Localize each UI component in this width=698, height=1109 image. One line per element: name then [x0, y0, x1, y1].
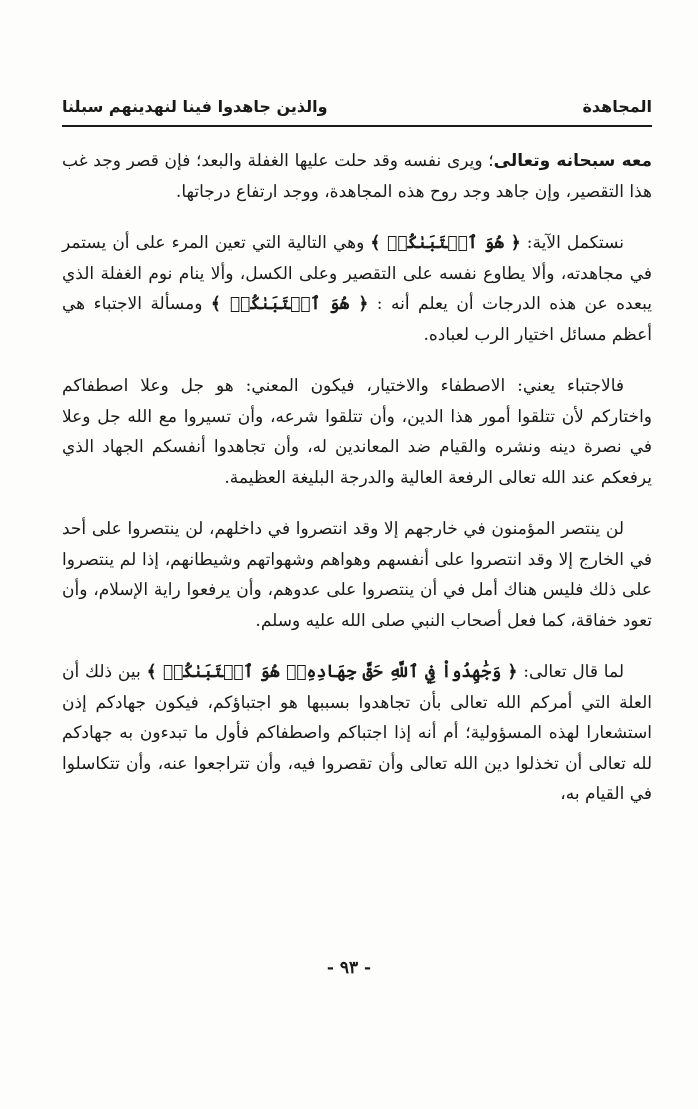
running-header — [62, 88, 652, 116]
page-number: - ٩٣ - — [326, 958, 372, 978]
header-divider — [62, 125, 652, 127]
paragraph-5-part-1: لما قال تعالى: — [517, 662, 624, 682]
paragraph-5 — [62, 657, 652, 810]
paragraph-3 — [62, 371, 652, 493]
paragraph-1-lead: معه سبحانه وتعالى — [493, 151, 652, 171]
header-section-title: المجاهدة — [582, 97, 652, 116]
paragraph-2-part-1: نستكمل الآية: — [520, 233, 624, 253]
paragraph-1 — [62, 146, 652, 207]
paragraph-2-part-3: ومسألة الاجتباء هي أعظم مسائل اختيار الرب لعباده. — [62, 294, 652, 345]
paragraph-2 — [62, 228, 652, 350]
paragraph-4-text: لن ينتصر المؤمنون في خارجهم إلا وقد انتصروا في داخلهم، لن ينتصروا على أحد في الخارج إلا وقد انتصروا على أنفسهم وهواهم وشهواتهم وشيطانهم، إذا لم ينتصروا على ذلك فليس هناك أمل في أن ينتصروا على عدوهم، وأن يرفعوا راية الإسلام، وأن تعود خفاقة، كما فعل أصحاب النبي صلى الله عليه وسلم. — [62, 519, 652, 631]
paragraph-2-part-2: وهي التالية التي تعين المرء على أن يستمر في مجاهدته، وألا يطاوع نفسه على التقصير وعلى الكسل، وألا ينام نوم الغفلة الذي يبعده عن هذه الدرجات أن يعلم أنه : — [62, 233, 652, 314]
page-body — [62, 146, 652, 831]
paragraph-3-text: فالاجتباء يعني: الاصطفاء والاختيار، فيكون المعني: هو جل وعلا اصطفاكم واختاركم لأن تتلقوا أمور هذا الدين، وأن تتلقوا شرعه، وأن تسيروا مع الله جل وعلا في نصرة دينه ونشره والقيام ضد المعاندين له، وأن تجاهدوا أنفسكم الجهاد الذي يرفعكم عند الله تعالى الرفعة العالية والدرجة البليغة العظيمة. — [62, 376, 652, 488]
header-book-title: والذين جاهدوا فينا لنهدينهم سبلنا — [62, 97, 328, 116]
quran-verse-3: ﴿ وَجَٰهِدُواْ فِي ٱللَّهِ حَقَّ جِهَادِهِۦۚ هُوَ ٱجۡتَبَىٰكُمۡ ﴾ — [146, 662, 518, 682]
quran-verse-2: ﴿ هُوَ ٱجۡتَبَىٰكُمۡ ﴾ — [210, 294, 369, 314]
paragraph-4 — [62, 514, 652, 636]
quran-verse-1: ﴿ هُوَ ٱجۡتَبَىٰكُمۡ ﴾ — [370, 233, 521, 253]
paragraph-5-part-2: بين ذلك أن العلة التي أمركم الله تعالى بأن تجاهدوا بسببها هو اجتباؤكم، فيكون جهادكم إذن استشعارا لهذه المسؤولية؛ أم أنه إذا اجتباكم واصطفاكم فأول ما تبدءون به جهادكم لله تعالى أن تخذلوا دين الله تعالى وأن تقصروا فيه، وأن تتراجعوا عنه، وأن تتكاسلوا في القيام به، — [62, 662, 652, 804]
paragraph-1-text: ؛ ويرى نفسه وقد حلت عليها الغفلة والبعد؛ فإن قصر وجد غب هذا التقصير، وإن جاهد وجد روح هذه المجاهدة، ووجد ارتفاع درجاتها. — [62, 151, 652, 202]
